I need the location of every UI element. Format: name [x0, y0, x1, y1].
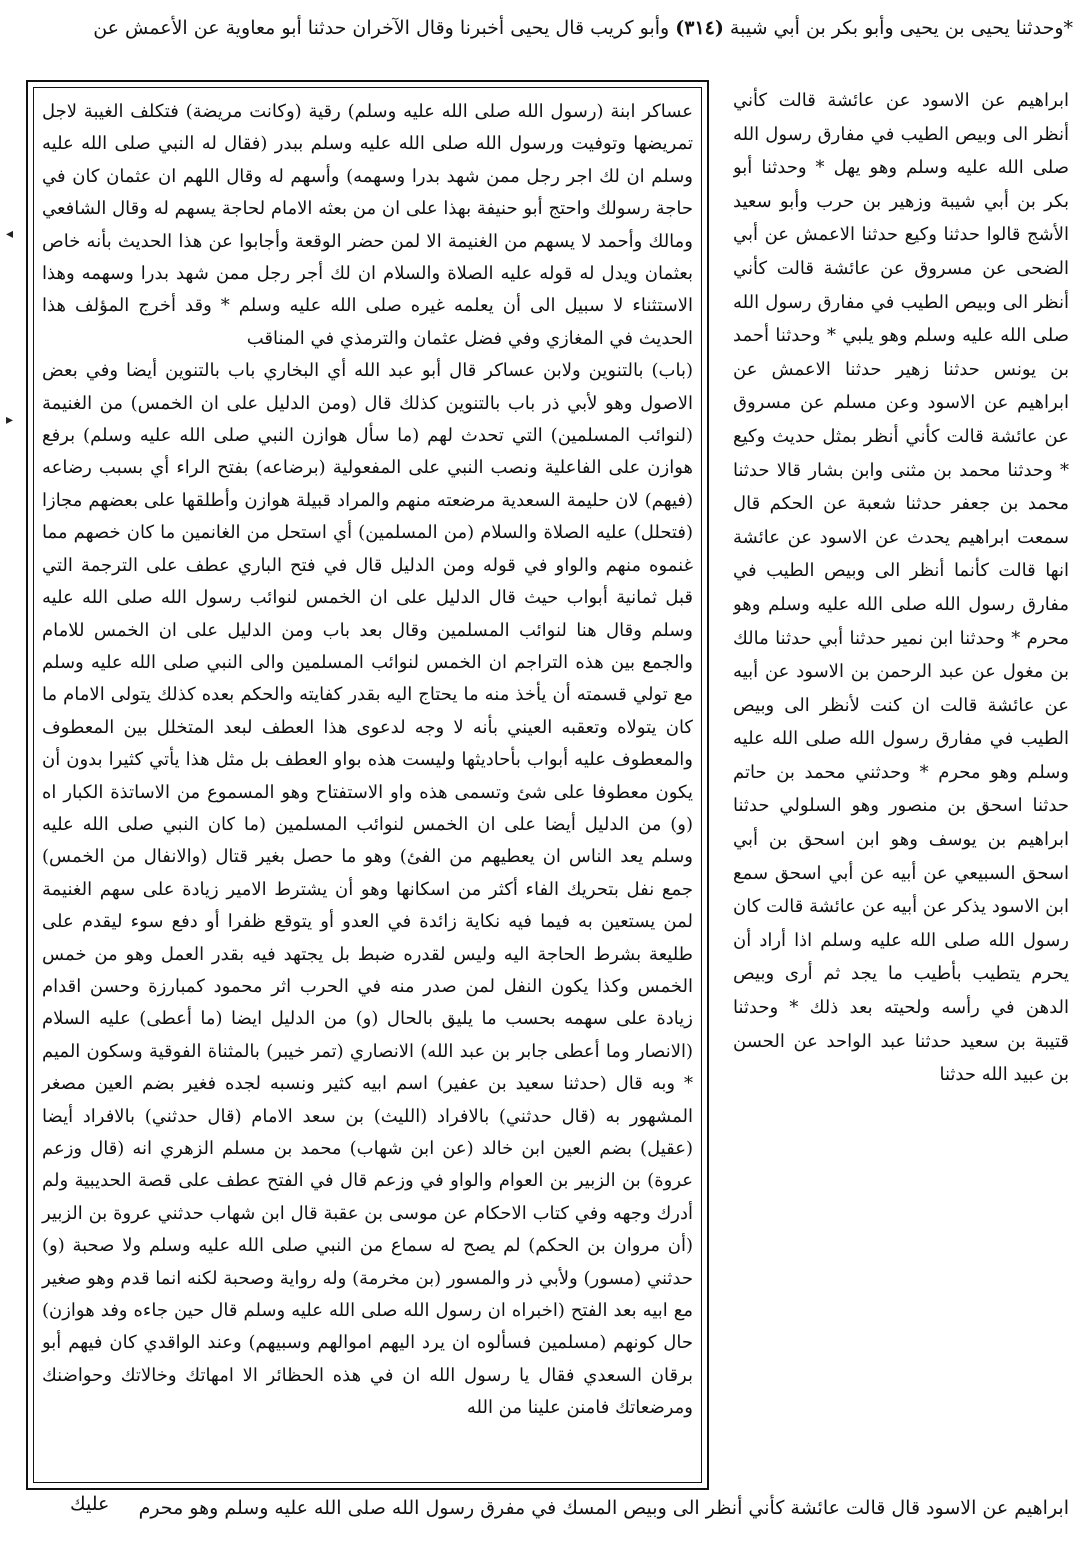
- page-footer: [60, 1494, 1069, 1554]
- commentary-frame: [26, 80, 709, 1490]
- page-header: [8, 14, 1073, 74]
- header-text-end: وأبو كريب قال يحيى أخبرنا وقال الآخران حدثنا أبو معاوية عن الأعمش عن: [93, 17, 670, 39]
- commentary-paragraph: (باب) بالتنوين ولابن عساكر قال أبو عبد الله أي البخاري باب بالتنوين أيضا وفي بعض الاصول وهو لأبي ذر باب بالتنوين كذلك قال (ومن الدليل على ان الخمس) من الغنيمة (لنوائب المسلمين) التي تحدث لهم (ما سأل هوازن النبي صلى الله عليه وسلم) برفع هوازن على الفاعلية ونصب النبي على المفعولية (برضاعه) بفتح الراء أي بسبب رضاعه (فيهم) لان حليمة السعدية مرضعته منهم والمراد قبيلة هوازن وأطلقها على بعضهم مجازا (فتحلل) عليه الصلاة والسلام (من المسلمين) أي استحل من الغانمين ما كان خصهم مما غنموه منهم والواو في قوله ومن الدليل قال في فتح الباري عطف على الترجمة التي قبل ثمانية أبواب حيث قال الدليل على ان الخمس لنوائب رسول الله صلى الله عليه وسلم وقال هنا لنوائب المسلمين وقال بعد باب ومن الدليل على ان الخمس للامام والجمع بين هذه التراجم ان الخمس لنوائب المسلمين والى النبي صلى الله عليه وسلم مع تولي قسمته أن يأخذ منه ما يحتاج اليه بقدر كفايته والحكم بعده كذلك يتولى الامام ما كان يتولاه وتعقبه العيني بأنه لا وجه لدعوى هذا العطف لبعد المتخلل بين المعطوف والمعطوف عليه أبواب بأحاديثها وليست هذه بواو العطف بل مثل هذا يأتي كثيرا بدون أن يكون معطوفا على شئ وتسمى هذه واو الاستفتاح وهو المسموع من الاساتذة الكبار اه (و) من الدليل أيضا على ان الخمس لنوائب المسلمين (ما كان النبي صلى الله عليه وسلم يعد الناس ان يعطيهم من الفئ) وهو ما حصل بغير قتال (والانفال من الخمس) جمع نفل بتحريك الفاء أكثر من اسكانها وهو أن يشترط الامير زيادة على سهم الغنيمة لمن يستعين به فيما فيه نكاية زائدة في العدو أو يتوقع ظفرا أو دفع سوء ليقدم على طليعة بشرط الحاجة اليه وليس لقدره ضبط بل يجتهد فيه بقدر العمل وهو من خمس الخمس وكذا يكون النفل لمن صدر منه في الحرب اثر محمود كمبارزة وحسن اقدام زيادة على سهمه بحسب ما يليق بالحال (و) من الدليل ايضا (ما أعطى) عليه السلام (الانصار وما أعطى جابر بن عبد الله) الانصاري (تمر خيبر) بالمثناة الفوقية وسكون الميم * وبه قال (حدثنا سعيد بن عفير) اسم ابيه كثير ونسبه لجده فغير بضم العين مصغر المشهور به (قال حدثني) بالافراد (الليث) بن سعد الامام (قال حدثني) بالافراد أيضا (عقيل) بضم العين ابن خالد (عن ابن شهاب) محمد بن مسلم الزهري انه (قال وزعم عروة) بن الزبير بن العوام والواو في وزعم قال في الفتح عطف على قصة الحديبية ولم أدرك وجهه وفي كتاب الاحكام عن موسى بن عقبة قال ابن شهاب حدثني عروة بن الزبير (أن مروان بن الحكم) لم يصح له سماع من النبي صلى الله عليه وسلم ولا صحبة (و) حدثني (مسور) ولأبي ذر والمسور (بن مخرمة) وله رواية وصحبة لكنه انما قدم وهو صغير مع ابيه بعد الفتح (اخبراه ان رسول الله صلى الله عليه وسلم قال حين جاءه وفد هوازن) حال كونهم (مسلمين فسألوه ان يرد اليهم اموالهم وسبيهم) وعند الواقدي كان فيهم أبو برقان السعدي فقال يا رسول الله ان في هذه الحظائر الا امهاتك وخالاتك وحواضنك ومرضعاتك فامنن علينا من الله: [42, 360, 693, 1419]
- commentary-text-area: [33, 87, 702, 1483]
- margin-mark: ◂: [6, 226, 14, 242]
- margin-mark: ▸: [6, 412, 14, 428]
- footer-text: ابراهيم عن الاسود قال قالت عائشة كأني أنظر الى وبيص المسك في مفرق رسول الله صلى الله عليه وسلم وهو محرم: [138, 1497, 1069, 1519]
- page-number: (٣١٤): [675, 17, 724, 39]
- header-text-start: *وحدثنا يحيى بن يحيى وأبو بكر بن أبي شيبة: [729, 17, 1073, 39]
- hadith-paragraph: ابراهيم عن الاسود عن عائشة قالت كأني أنظر الى وبيص الطيب في مفارق رسول الله صلى الله عليه وسلم وهو يهل * وحدثنا أبو بكر بن أبي شيبة وزهير بن حرب وأبو سعيد الأشج قالوا حدثنا وكيع حدثنا الاعمش عن أبي الضحى عن مسروق عن عائشة قالت كأني أنظر الى وبيص الطيب في مفارق رسول الله صلى الله عليه وسلم وهو يلبي * وحدثنا أحمد بن يونس حدثنا زهير حدثنا الاعمش عن ابراهيم عن الاسود وعن مسلم عن مسروق عن عائشة قالت كأني أنظر بمثل حديث وكيع * وحدثنا محمد بن مثنى وابن بشار قالا حدثنا محمد بن جعفر حدثنا شعبة عن الحكم قال سمعت ابراهيم يحدث عن الاسود عن عائشة انها قالت كأنما أنظر الى وبيص الطيب في مفارق رسول الله صلى الله عليه وسلم وهو محرم * وحدثنا ابن نمير حدثنا أبي حدثنا مالك بن مغول عن عبد الرحمن بن الاسود عن أبيه عن عائشة قالت ان كنت لأنظر الى وبيص الطيب في مفارق رسول الله صلى الله عليه وسلم وهو محرم * وحدثني محمد بن حاتم حدثنا اسحق بن منصور وهو السلولي حدثنا ابراهيم بن يوسف وهو ابن اسحق بن أبي اسحق السبيعي عن أبيه عن أبي اسحق سمع ابن الاسود يذكر عن أبيه عن عائشة قالت كان رسول الله صلى الله عليه وسلم اذا أراد أن يحرم يتطيب بأطيب ما يجد ثم أرى وبيص الدهن في رأسه ولحيته بعد ذلك * وحدثنا قتيبة بن سعيد حدثنا عبد الواحد عن الحسن بن عبيد الله حدثنا: [733, 90, 1069, 1086]
- catchword: عليك: [70, 1493, 110, 1515]
- commentary-paragraph: عساكر ابنة (رسول الله صلى الله عليه وسلم) رقية (وكانت مريضة) فتكلف الغيبة لاجل تمريضها وتوفيت ورسول الله صلى الله عليه وسلم ببدر (فقال له النبي صلى الله عليه وسلم ان لك اجر رجل ممن شهد بدرا وسهمه) وأسهم له وقال اللهم ان عثمان كان في حاجة رسولك واحتج أبو حنيفة بهذا على ان من بعثه الامام لحاجة يسهم له وقال الشافعي ومالك وأحمد لا يسهم من الغنيمة الا لمن حضر الوقعة وأجابوا عن هذا الحديث بأنه خاص بعثمان ويدل له قوله عليه الصلاة والسلام ان لك أجر رجل ممن شهد بدرا وسهمه وهذا الاستثناء لا سبيل الى أن يعلمه غيره صلى الله عليه وسلم * وقد أخرج المؤلف هذا الحديث في المغازي وفي فضل عثمان والترمذي في المناقب: [42, 101, 693, 349]
- hadith-column: [733, 84, 1069, 1490]
